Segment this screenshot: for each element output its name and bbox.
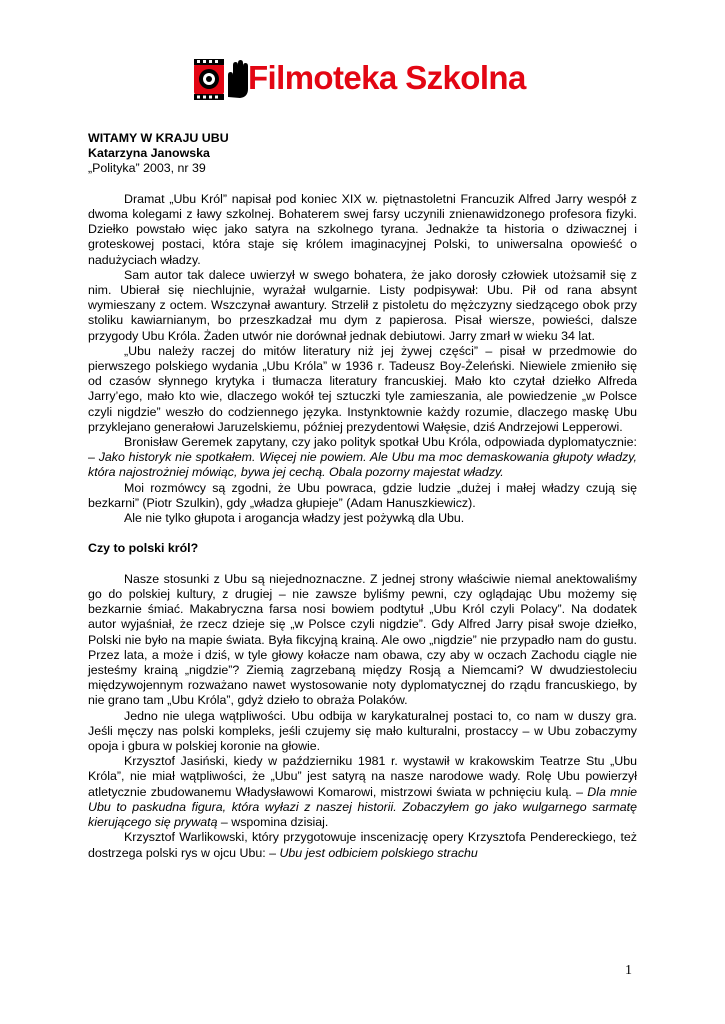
article-author: Katarzyna Janowska	[88, 146, 210, 161]
article-source: „Polityka” 2003, nr 39	[88, 161, 206, 176]
paragraph: Sam autor tak dalece uwierzył w swego bohatera, że jako dorosły człowiek utożsamił się z nim. Ubierał się niechlujnie, wyrażał wulgarnie. Listy podpisywał: Ubu. Pił od rana absynt wymieszany z octem. Wszczynał awantury. Strzelił z pistoletu do mężczyzny siedzącego obok przy stoliku kawiarnianym, bo przeszkadzał mu dym z papierosa. Pisał wiersze, powieści, dalsze przygody Ubu Króla. Żaden utwór nie dorównał jednak debiutowi. Jarry zmarł w wieku 34 lat.	[88, 267, 637, 343]
page-number: 1	[625, 963, 632, 978]
paragraph	[88, 830, 637, 860]
quote-text: Dla mnie Ubu to paskudna figura, która wyłazi z naszej historii. Zobaczyłem go jako wulgarnego sarmatę kierującego się prywatą	[88, 784, 637, 830]
paragraph: Dramat „Ubu Król” napisał pod koniec XIX w. piętnastoletni Francuzik Alfred Jarry wespół z dwoma kolegami z ławy szkolnej. Bohaterem swej farsy uczynili znienawidzonego profesora fizyki. Dziełko powstało więc jako satyra na szkolnego tyrana. Jednakże ta historia o dziwacznej i groteskowej postaci, która staje się królem imaginacyjnej Polski, to uniwersalna opowieść o nadużyciach władzy.	[88, 191, 637, 267]
paragraph	[88, 435, 637, 481]
film-camera-hand-icon	[192, 57, 252, 101]
section-heading: Czy to polski król?	[88, 541, 199, 556]
article-title: WITAMY W KRAJU UBU	[88, 131, 229, 145]
quote-text: Ubu jest odbiciem polskiego strachu	[279, 845, 478, 860]
paragraph	[88, 754, 637, 830]
paragraph-text: Krzysztof Jasiński, kiedy w październiku 1981 r. wystawił w krakowskim Teatrze Stu „Ubu Króla”, nie miał wątpliwości, że „Ubu” jest satyrą na nasze narodowe wady. Rolę Ubu powierzył atletycznie zbudowanemu Władysławowi Komarowi, mistrzowi świata w pchnięciu kulą. –	[88, 754, 637, 799]
paragraph: Jedno nie ulega wątpliwości. Ubu odbija w karykaturalnej postaci to, co nam w duszy gra. Jeśli męczy nas polski kompleks, jeśli czujemy się mało kulturalni, prostaccy – w Ubu zobaczymy opoja i gbura w polskiej koronie na głowie.	[88, 708, 637, 754]
paragraph: Ale nie tylko głupota i arogancja władzy jest pożywką dla Ubu.	[124, 511, 465, 526]
paragraph-text: Krzysztof Warlikowski, który przygotowuje inscenizację opery Krzysztofa Pendereckiego, też dostrzega polski rys w ojcu Ubu: –	[88, 830, 637, 860]
paragraph-text: – wspomina dzisiaj.	[217, 815, 329, 830]
article-body	[88, 131, 637, 861]
quote-text: Jako historyk nie spotkałem. Więcej nie powiem. Ale Ubu ma moc demaskowania głupoty władzy, która najostrożniej mówiąc, bywa jej cechą. Obala pozorny majestat władzy.	[88, 450, 637, 480]
logo-text: Filmoteka Szkolna	[248, 59, 526, 96]
paragraph: „Ubu należy raczej do mitów literatury niż jej żywej części” – pisał w przedmowie do pierwszego polskiego wydania „Ubu Króla” w 1936 r. Tadeusz Boy-Żeleński. Niewiele zmieniło się od czasów słynnego krytyka i tłumacza literatury francuskiej. Mało kto czytał dziełko Alfreda Jarry’ego, mało kto wie, dlaczego wokół tej sztuczki tyle zamieszania, ale powiedzenie „w Polsce czyli nigdzie” weszło do codziennego języka. Instynktownie każdy rozumie, dlaczego maskę Ubu przyklejano generałowi Jaruzelskiemu, później prezydentowi Wałęsie, dziś Andrzejowi Lepperowi.	[88, 343, 637, 434]
paragraph: Nasze stosunki z Ubu są niejednoznaczne. Z jednej strony właściwie niemal anektowaliśmy go do polskiej kultury, z drugiej – nie zawsze byliśmy pewni, czy oglądając Ubu możemy się bezkarnie śmiać. Makabryczna farsa nosi bowiem podtytuł „Ubu Król czyli Polacy”. Na dodatek autor wyjaśniał, że rzecz dzieje się „w Polsce czyli nigdzie”. Gdy Alfred Jarry pisał swoje dziełko, Polski nie było na mapie świata. Była fikcyjną krainą. Ale owo „nigdzie” nie przypadło nam do gustu. Przez lata, a może i dziś, w tyle głowy kołacze nam obawa, czy aby w oczach Zachodu ciągle nie jesteśmy krainą „nigdzie”? Ziemią zagrzebaną między Rosją a Niemcami? W dwudziestoleciu międzywojennym rozważano nawet wystosowanie noty dyplomatycznej do rządu francuskiego, by nie grano tam „Ubu Króla”, gdyż dzieło to obraża Polaków.	[88, 571, 637, 708]
paragraph: Moi rozmówcy są zgodni, że Ubu powraca, gdzie ludzie „dużej i małej władzy czują się bezkarni” (Piotr Szulkin), gdy „władza głupieje” (Adam Hanuszkiewicz).	[88, 480, 637, 510]
paragraph-text: Bronisław Geremek zapytany, czy jako polityk spotkał Ubu Króla, odpowiada dyplomatycznie: –	[88, 435, 637, 465]
filmoteka-logo	[192, 56, 537, 104]
